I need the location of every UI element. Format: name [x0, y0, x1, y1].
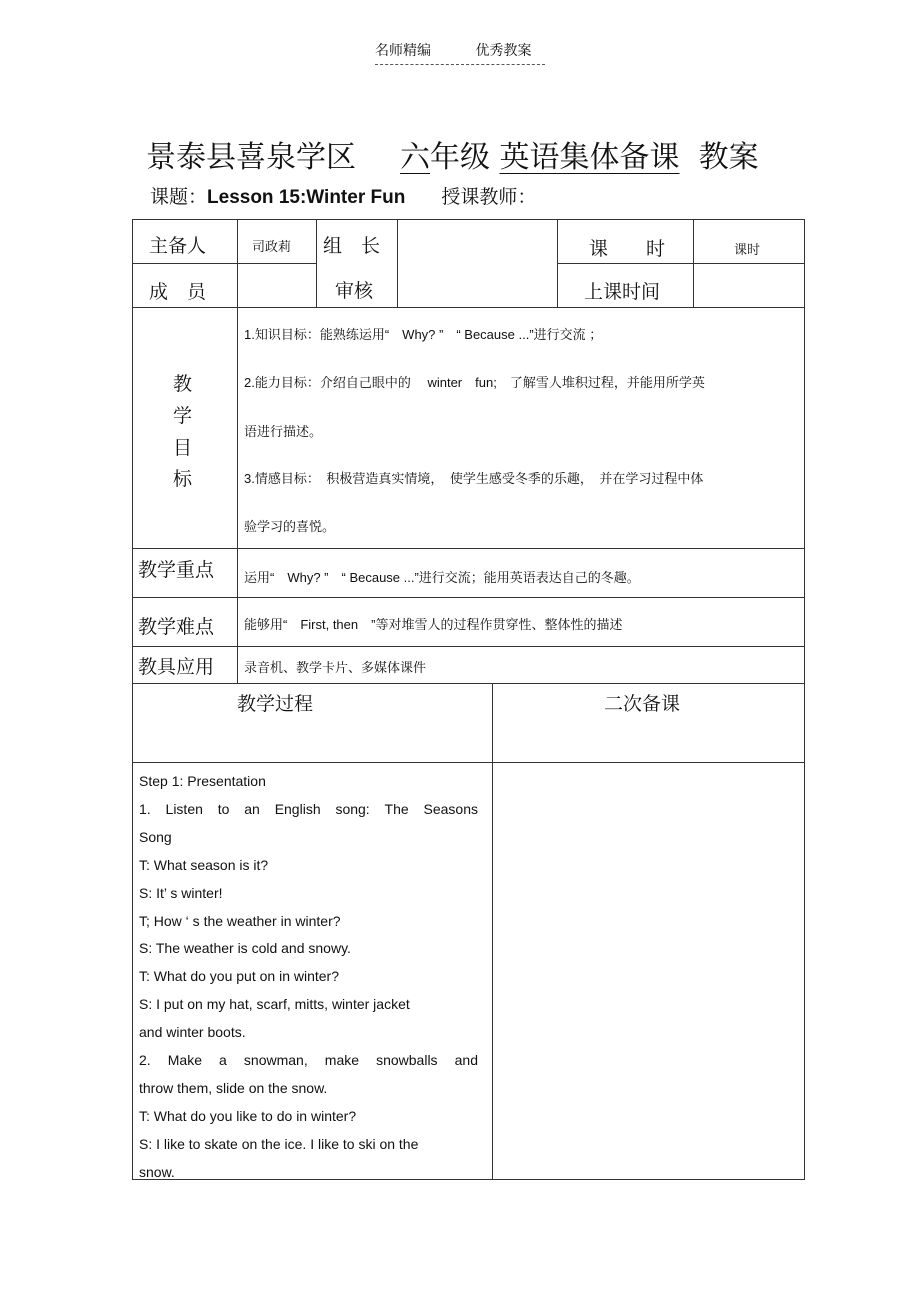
title-grade: 六 [400, 140, 430, 175]
key-points-label: 教学重点 [138, 559, 215, 581]
members-label: 成 员 [149, 281, 207, 303]
process-step-line: T: What do you put on in winter? [139, 968, 339, 985]
class-time-label: 上课时间 [584, 281, 661, 303]
second-prep-body-cell[interactable] [492, 762, 805, 1180]
objective-line: 2.能力目标：介绍自己眼中的 winter fun; 了解雪人堆积过程，并能用所学英 [244, 375, 705, 390]
period-value: 课时 [734, 243, 761, 258]
difficulties-label: 教学难点 [138, 616, 215, 638]
header-right: 优秀教案 [475, 43, 532, 59]
objective-line: 验学习的喜悦。 [244, 519, 336, 534]
objective-line: 语进行描述。 [244, 424, 323, 439]
main-preparer-label-cell [132, 219, 238, 264]
period-label: 课 时 [589, 238, 666, 260]
lesson-subtitle [150, 182, 536, 209]
objectives-label-char: 学 [173, 405, 193, 427]
process-step-line: Step 1: Presentation [139, 773, 266, 789]
process-step-line: throw them, slide on the snow. [139, 1079, 328, 1096]
class-time-label-cell [557, 263, 694, 308]
process-step-line: S: The weather is cold and snowy. [139, 940, 351, 957]
title-doc: 教案 [698, 140, 759, 175]
objectives-cell [237, 307, 805, 549]
second-prep-label: 二次备课 [604, 693, 681, 715]
main-preparer-label: 主备人 [149, 235, 207, 257]
objectives-label-char: 标 [173, 468, 193, 490]
tools-label: 教具应用 [138, 656, 215, 678]
title-grade-suffix: 年级 [430, 140, 490, 175]
difficulties-value: 能够用“ First, then ”等对堆雪人的过程作贯穿性、整体性的描述 [244, 617, 623, 632]
key-points-value: 运用“ Why? ” “ Because ...”进行交流；能用英语表达自己的冬趣。 [244, 570, 640, 585]
period-value-cell [693, 219, 805, 264]
difficulties-label-cell [132, 597, 238, 647]
process-step-line: and winter boots. [139, 1024, 246, 1041]
objective-line: 1.知识目标：能熟练运用“ Why? ” “ Because ...”进行交流 ； [244, 327, 603, 342]
tools-cell [237, 646, 805, 684]
title-school: 景泰县喜泉学区 [146, 140, 356, 175]
tools-label-cell [132, 646, 238, 684]
topic-label: 课题： [150, 186, 208, 208]
process-step-line: 1. Listen to an English song: The Seasons [139, 800, 478, 817]
process-step-line: snow. [139, 1163, 175, 1180]
tools-value: 录音机、教学卡片、多媒体课件 [244, 660, 427, 675]
process-step-line: 2. Make a snowman, make snowballs and [139, 1052, 478, 1068]
document-title [146, 132, 759, 176]
process-step-line: T: What season is it? [139, 856, 269, 873]
key-points-cell [237, 548, 805, 598]
review-label: 审核 [335, 280, 374, 302]
objectives-label-char: 目 [173, 437, 193, 459]
leader-value-cell[interactable] [397, 219, 558, 308]
leader-label-cell [316, 219, 398, 308]
objectives-label-cell [132, 307, 238, 549]
key-points-label-cell [132, 548, 238, 598]
process-step-line: Song [139, 828, 172, 845]
objective-line: 3.情感目标： 积极营造真实情境， 使学生感受冬季的乐趣， 并在学习过程中体 [244, 471, 704, 486]
process-step-line: T; How ‘ s the weather in winter? [139, 912, 341, 929]
members-label-cell [132, 263, 238, 308]
main-preparer-cell [237, 219, 317, 264]
topic-value: Lesson 15:Winter Fun [207, 187, 406, 208]
process-step-line: S: I put on my hat, scarf, mitts, winter jacket [139, 996, 410, 1013]
members-value-cell[interactable] [237, 263, 317, 308]
process-label: 教学过程 [237, 693, 314, 715]
page-header [375, 40, 545, 65]
header-left: 名师精编 [375, 43, 431, 59]
period-label-cell [557, 219, 694, 264]
process-step-line: T: What do you like to do in winter? [139, 1107, 357, 1124]
class-time-value-cell[interactable] [693, 263, 805, 308]
main-preparer-value: 司政莉 [252, 240, 292, 255]
second-prep-header-cell [492, 683, 805, 763]
process-header-cell [132, 683, 493, 763]
difficulties-cell [237, 597, 805, 647]
objectives-label-char: 教 [173, 373, 193, 395]
teacher-label: 授课教师： [441, 186, 537, 208]
process-step-line: S: I like to skate on the ice. I like to ski on the [139, 1135, 419, 1152]
leader-label: 组 长 [323, 235, 381, 257]
title-subject: 英语集体备课 [499, 140, 680, 175]
process-step-line: S: It’ s winter! [139, 884, 223, 901]
